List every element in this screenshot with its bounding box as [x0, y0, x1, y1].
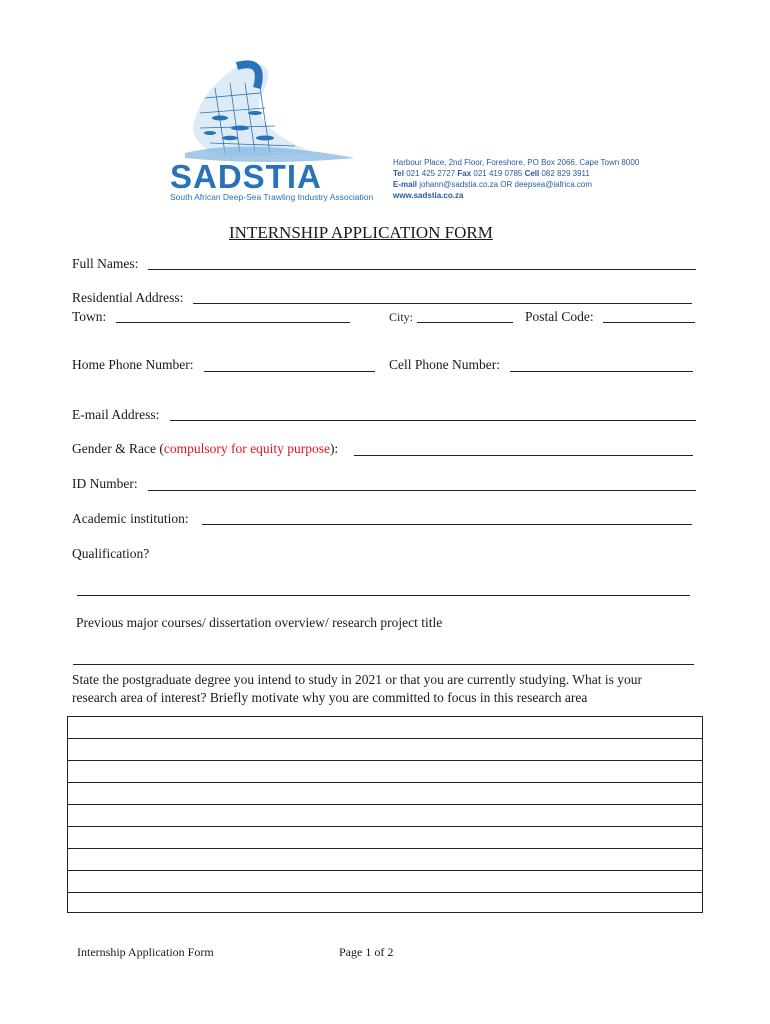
home-phone-label: Home Phone Number: — [72, 357, 194, 372]
city-label: City: — [389, 310, 414, 324]
town-field[interactable] — [116, 322, 350, 323]
id-number-label: ID Number: — [72, 476, 138, 491]
contact-block — [393, 158, 639, 200]
email-line — [393, 180, 639, 189]
fishing-net-icon — [165, 58, 365, 168]
gender-race-field[interactable] — [354, 455, 693, 456]
city-field[interactable] — [417, 322, 513, 323]
text-row[interactable] — [68, 739, 702, 761]
email-address-label: E-mail Address: — [72, 407, 160, 422]
phone-line — [393, 169, 639, 178]
email-label: E-mail — [393, 180, 418, 189]
cell-label: Cell — [524, 169, 540, 178]
address: Harbour Place, 2nd Floor, Foreshore, PO Box 2066, Cape Town 8000 — [393, 158, 640, 167]
text-row[interactable] — [68, 871, 702, 893]
previous-courses-label: Previous major courses/ dissertation overview/ research project title — [76, 615, 443, 630]
email-address-field[interactable] — [170, 420, 696, 421]
qualification-label: Qualification? — [72, 546, 150, 561]
gender-race-label — [72, 441, 338, 457]
text-row[interactable] — [68, 893, 702, 914]
text-row[interactable] — [68, 827, 702, 849]
fax-value: 021 419 0785 — [473, 169, 523, 178]
previous-courses-field[interactable] — [73, 664, 694, 665]
text-row[interactable] — [68, 805, 702, 827]
gender-race-suffix: ): — [329, 441, 339, 456]
gender-race-prefix: Gender & Race ( — [72, 441, 164, 456]
home-phone-field[interactable] — [204, 371, 375, 372]
footer-page-number: Page 1 of 2 — [339, 945, 394, 959]
town-label: Town: — [72, 309, 107, 324]
postgrad-question-line1: State the postgraduate degree you intend to study in 2021 or that you are currently studying. What is your — [72, 672, 642, 687]
logo-tagline: South African Deep-Sea Trawling Industry Association — [170, 192, 374, 202]
cell-phone-field[interactable] — [510, 371, 693, 372]
full-names-field[interactable] — [148, 269, 696, 270]
motivation-text-area[interactable] — [67, 716, 703, 913]
footer-form-name: Internship Application Form — [77, 945, 214, 959]
text-row[interactable] — [68, 717, 702, 739]
tel-label: Tel — [393, 169, 404, 178]
text-row[interactable] — [68, 783, 702, 805]
residential-address-label: Residential Address: — [72, 290, 184, 305]
id-number-field[interactable] — [148, 490, 696, 491]
cell-value: 082 829 3911 — [541, 169, 590, 178]
postal-code-field[interactable] — [603, 322, 695, 323]
equity-note: compulsory for equity purpose — [163, 441, 330, 456]
text-row[interactable] — [68, 761, 702, 783]
email-value[interactable]: johann@sadstia.co.za OR deepsea@iafrica.com — [419, 180, 593, 189]
full-names-label: Full Names: — [72, 256, 139, 271]
postgrad-question-line2: research area of interest? Briefly motivate why you are committed to focus in this research area — [72, 690, 588, 705]
fax-label: Fax — [457, 169, 472, 178]
cell-phone-label: Cell Phone Number: — [389, 357, 500, 372]
page-title: INTERNSHIP APPLICATION FORM — [229, 223, 493, 242]
text-row[interactable] — [68, 849, 702, 871]
sadstia-logo — [160, 58, 374, 208]
academic-institution-label: Academic institution: — [72, 511, 189, 526]
residential-address-field[interactable] — [193, 303, 692, 304]
logo-wordmark: SADSTIA — [170, 158, 322, 195]
tel-value: 021 425 2727 — [406, 169, 456, 178]
qualification-field[interactable] — [77, 595, 690, 596]
academic-institution-field[interactable] — [202, 524, 692, 525]
website-link[interactable]: www.sadstia.co.za — [393, 191, 464, 200]
postal-code-label: Postal Code: — [525, 309, 594, 324]
